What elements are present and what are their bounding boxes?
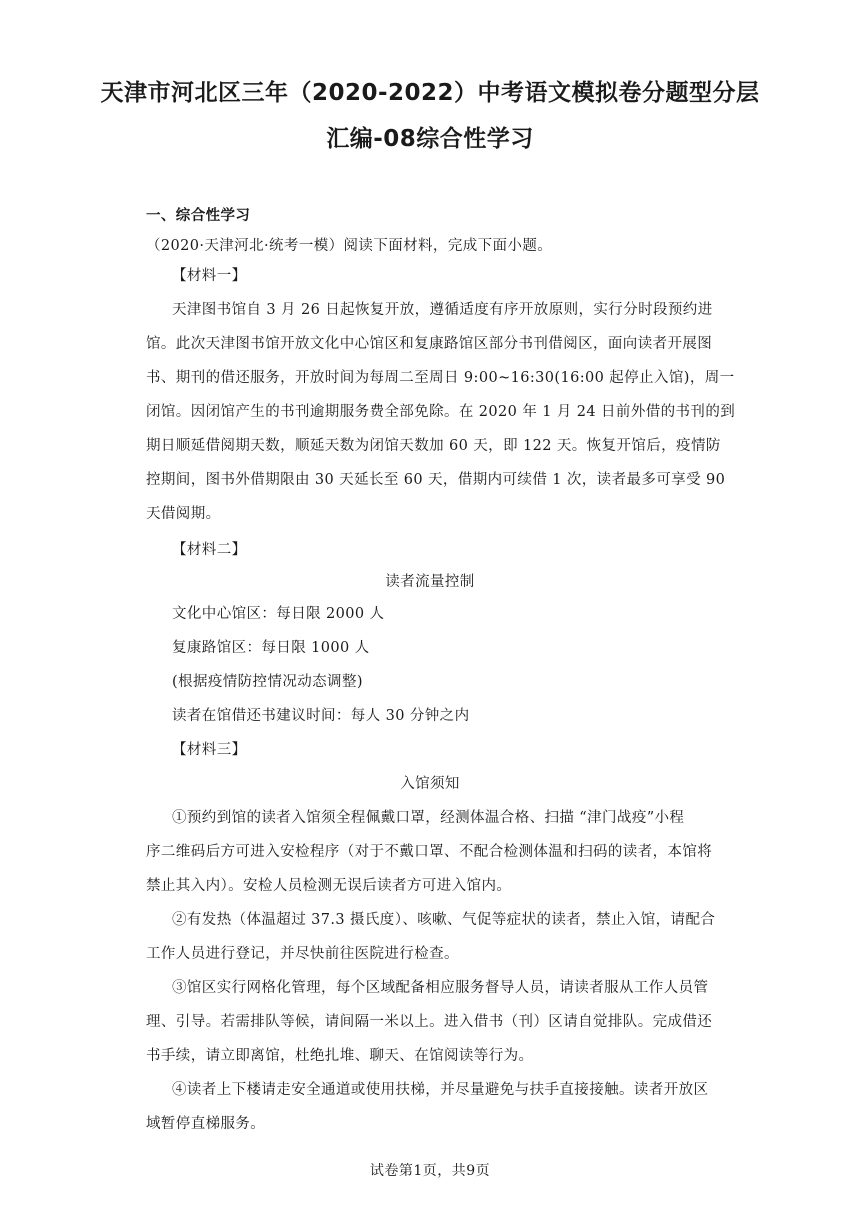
- material1-line: 闭馆。因闭馆产生的书刊逾期服务费全部免除。在 2020 年 1 月 24 日前外借的书刊的到: [146, 404, 736, 420]
- material1-line: 控期间，图书外借期限由 30 天延长至 60 天，借期内可续借 1 次，读者最多可享受 90: [146, 472, 726, 488]
- material1-line: 书、期刊的借还服务，开放时间为每周二至周日 9:00~16:30(16:00 起停止入馆)，周一: [146, 370, 735, 386]
- page-title-line1: 天津市河北区三年（2020-2022）中考语文模拟卷分题型分层: [100, 80, 760, 106]
- material1-label: 【材料一】: [172, 268, 247, 284]
- material3-heading: 入馆须知: [400, 776, 460, 792]
- material2-label: 【材料二】: [172, 542, 247, 558]
- material3-line: 序二维码后方可进入安检程序（对于不戴口罩、不配合检测体温和扫码的读者，本馆将: [146, 844, 713, 860]
- material1-line: 天借阅期。: [146, 506, 221, 522]
- material1-line: 馆。此次天津图书馆开放文化中心馆区和复康路馆区部分书刊借阅区，面向读者开展图: [146, 336, 713, 352]
- material3-line: ③馆区实行网格化管理，每个区域配备相应服务督导人员，请读者服从工作人员管: [172, 980, 709, 996]
- page-footer: 试卷第1页，共9页: [369, 1163, 491, 1179]
- material3-line: 理、引导。若需排队等候，请间隔一米以上。进入借书（刊）区请自觉排队。完成借还: [146, 1014, 713, 1030]
- material3-line: 域暂停直梯服务。: [146, 1116, 266, 1132]
- material2-line: 读者在馆借还书建议时间：每人 30 分钟之内: [172, 708, 470, 724]
- material3-line: ①预约到馆的读者入馆须全程佩戴口罩，经测体温合格、扫描 “津门战疫”小程: [172, 810, 685, 826]
- material3-line: 书手续，请立即离馆，杜绝扎堆、聊天、在馆阅读等行为。: [146, 1048, 534, 1064]
- material3-line: ④读者上下楼请走安全通道或使用扶梯，并尽量避免与扶手直接接触。读者开放区: [172, 1082, 709, 1098]
- material1-line: 天津图书馆自 3 月 26 日起恢复开放，遵循适度有序开放原则，实行分时段预约进: [172, 302, 713, 318]
- section-heading: 一、综合性学习: [146, 208, 251, 224]
- material2-heading: 读者流量控制: [385, 574, 475, 590]
- material3-line: ②有发热（体温超过 37.3 摄氏度）、咳嗽、气促等症状的读者，禁止入馆，请配合: [172, 912, 716, 928]
- material2-line: 复康路馆区：每日限 1000 人: [172, 640, 370, 656]
- material3-label: 【材料三】: [172, 742, 247, 758]
- material2-line: (根据疫情防控情况动态调整): [172, 674, 363, 690]
- page-title-line2: 汇编-08综合性学习: [326, 126, 534, 152]
- material1-line: 期日顺延借阅期天数，顺延天数为闭馆天数加 60 天，即 122 天。恢复开馆后，疫情防: [146, 438, 721, 454]
- question-source: （2020·天津河北·统考一模）阅读下面材料，完成下面小题。: [146, 238, 553, 254]
- material2-line: 文化中心馆区：每日限 2000 人: [172, 606, 385, 622]
- material3-line: 工作人员进行登记，并尽快前往医院进行检查。: [146, 946, 459, 962]
- material3-line: 禁止其入内）。安检人员检测无误后读者方可进入馆内。: [146, 878, 512, 894]
